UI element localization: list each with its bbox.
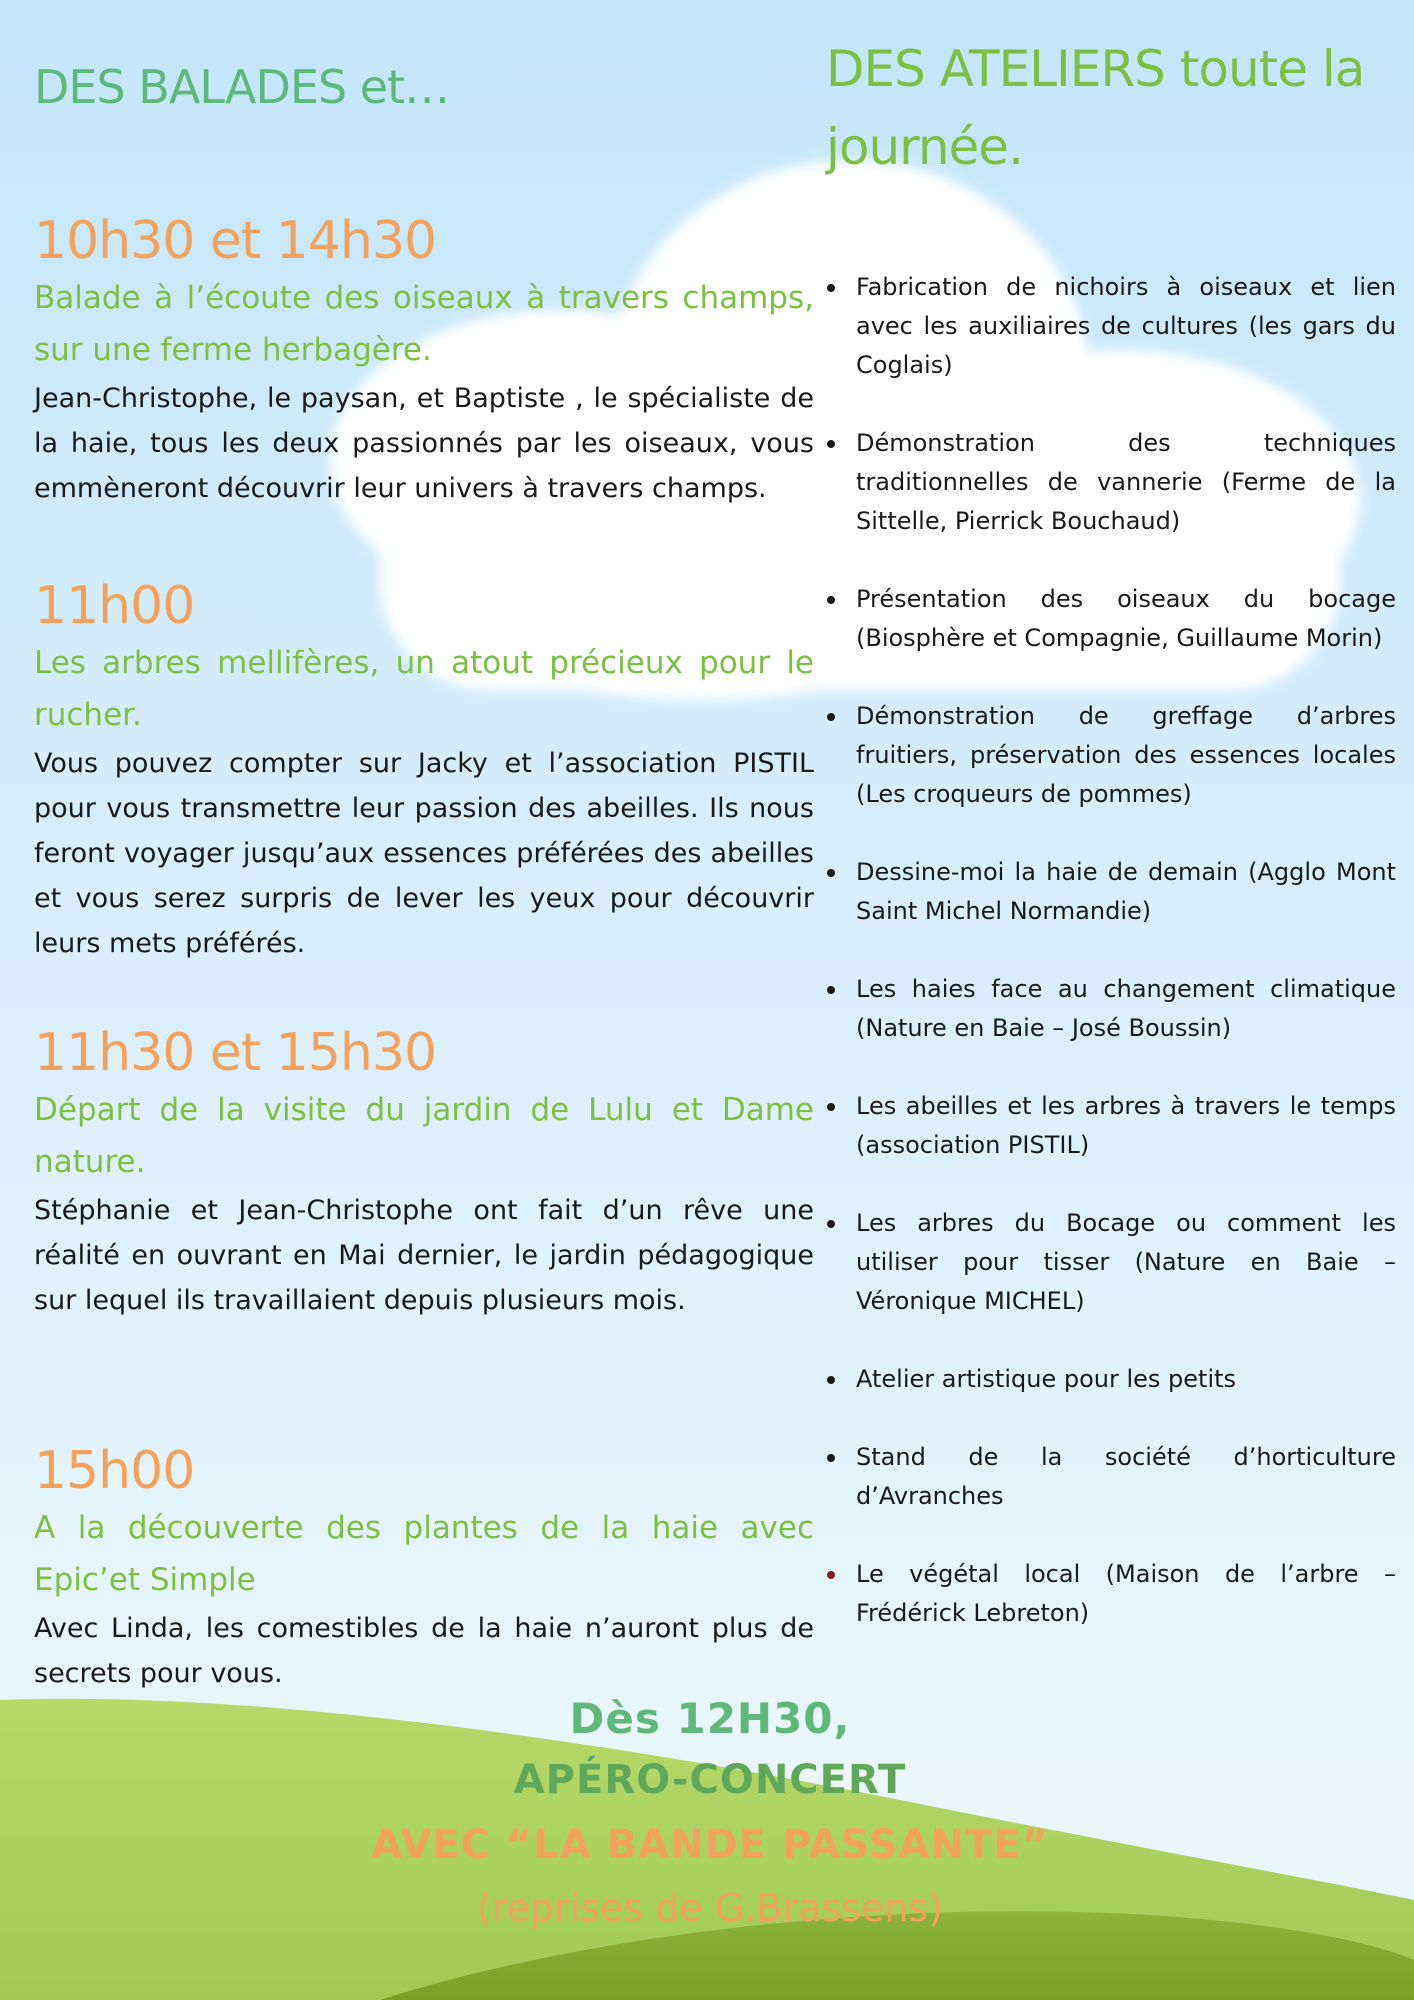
ateliers-heading: DES ATELIERS toute la journée. bbox=[826, 40, 1365, 176]
balade-section-3 bbox=[34, 1022, 814, 1323]
balade-time: 11h30 et 15h30 bbox=[34, 1023, 437, 1083]
list-item bbox=[856, 580, 1396, 658]
list-item bbox=[856, 1555, 1396, 1633]
balade-section-1 bbox=[34, 210, 814, 511]
list-item bbox=[856, 1360, 1396, 1399]
workshop-label: Atelier artistique pour les petits bbox=[856, 1365, 1237, 1393]
balade-description: Vous pouvez compter sur Jacky et l’association PISTIL pour vous transmettre leur passion des abeilles. Ils nous feront voyager jusqu’aux essences préférées des abeilles et vous serez surpris de lever les yeux pour découvrir leurs mets préférés. bbox=[34, 748, 814, 960]
workshop-label: Dessine-moi la haie de demain (Agglo Mont Saint Michel Normandie) bbox=[856, 858, 1396, 925]
bullet-icon bbox=[827, 986, 835, 994]
balade-description: Jean-Christophe, le paysan, et Baptiste , le spécialiste de la haie, tous les deux passionnés par les oiseaux, vous emmèneront découvrir leur univers à travers champs. bbox=[34, 383, 814, 505]
workshop-label: Le végétal local (Maison de l’arbre – Frédérick Lebreton) bbox=[856, 1560, 1396, 1627]
bullet-icon bbox=[827, 713, 835, 721]
bullet-icon bbox=[827, 596, 835, 604]
concert-note: (reprises de G.Brassens) bbox=[476, 1886, 944, 1930]
workshop-label: Fabrication de nichoirs à oiseaux et lien avec les auxiliaires de cultures (les gars du Coglais) bbox=[856, 273, 1396, 379]
workshop-label: Les abeilles et les arbres à travers le temps (association PISTIL) bbox=[856, 1092, 1396, 1159]
workshop-label: Démonstration des techniques traditionnelles de vannerie (Ferme de la Sittelle, Pierrick Bouchaud) bbox=[856, 429, 1396, 535]
workshop-label: Les haies face au changement climatique (Nature en Baie – José Boussin) bbox=[856, 975, 1396, 1042]
balade-description: Stéphanie et Jean-Christophe ont fait d’un rêve une réalité en ouvrant en Mai dernier, le jardin pédagogique sur lequel ils travaillaient depuis plusieurs mois. bbox=[34, 1195, 814, 1317]
bullet-icon bbox=[827, 1220, 835, 1228]
balade-time: 15h00 bbox=[34, 1441, 195, 1501]
balades-column bbox=[34, 40, 814, 1690]
bullet-icon bbox=[827, 1103, 835, 1111]
balade-time: 10h30 et 14h30 bbox=[34, 211, 437, 271]
balade-section-4 bbox=[34, 1440, 814, 1696]
bullet-icon bbox=[827, 1376, 835, 1384]
list-item bbox=[856, 1087, 1396, 1165]
workshop-label: Les arbres du Bocage ou comment les utiliser pour tisser (Nature en Baie – Véronique MICHEL) bbox=[856, 1209, 1396, 1315]
workshop-list bbox=[856, 268, 1396, 1672]
balade-description: Avec Linda, les comestibles de la haie n’auront plus de secrets pour vous. bbox=[34, 1613, 814, 1690]
balades-heading: DES BALADES et… bbox=[34, 60, 450, 114]
workshop-label: Démonstration de greffage d’arbres fruitiers, préservation des essences locales (Les croqueurs de pommes) bbox=[856, 702, 1396, 808]
balade-section-2 bbox=[34, 575, 814, 966]
list-item bbox=[856, 697, 1396, 814]
list-item bbox=[856, 424, 1396, 541]
concert-time: Dès 12H30, bbox=[569, 1694, 851, 1743]
bullet-icon bbox=[827, 284, 835, 292]
ateliers-column bbox=[826, 30, 1396, 1627]
list-item bbox=[856, 268, 1396, 385]
list-item bbox=[856, 1438, 1396, 1516]
workshop-label: Stand de la société d’horticulture d’Avranches bbox=[856, 1443, 1396, 1510]
concert-title: APÉRO-CONCERT bbox=[513, 1757, 907, 1803]
balade-subtitle: A la découverte des plantes de la haie avec Epic’et Simple bbox=[34, 1510, 814, 1599]
concert-band: AVEC “LA BANDE PASSANTE” bbox=[371, 1822, 1049, 1868]
list-item bbox=[856, 853, 1396, 931]
list-item bbox=[856, 970, 1396, 1048]
balade-subtitle: Les arbres mellifères, un atout précieux pour le rucher. bbox=[34, 645, 814, 734]
bullet-icon bbox=[827, 1571, 835, 1579]
workshop-label: Présentation des oiseaux du bocage (Biosphère et Compagnie, Guillaume Morin) bbox=[856, 585, 1396, 652]
bullet-icon bbox=[827, 440, 835, 448]
balade-subtitle: Balade à l’écoute des oiseaux à travers champs, sur une ferme herbagère. bbox=[34, 280, 814, 369]
bullet-icon bbox=[827, 869, 835, 877]
bullet-icon bbox=[827, 1454, 835, 1462]
concert-banner bbox=[300, 1690, 1120, 1938]
balade-subtitle: Départ de la visite du jardin de Lulu et Dame nature. bbox=[34, 1092, 814, 1181]
list-item bbox=[856, 1204, 1396, 1321]
balade-time: 11h00 bbox=[34, 576, 195, 636]
